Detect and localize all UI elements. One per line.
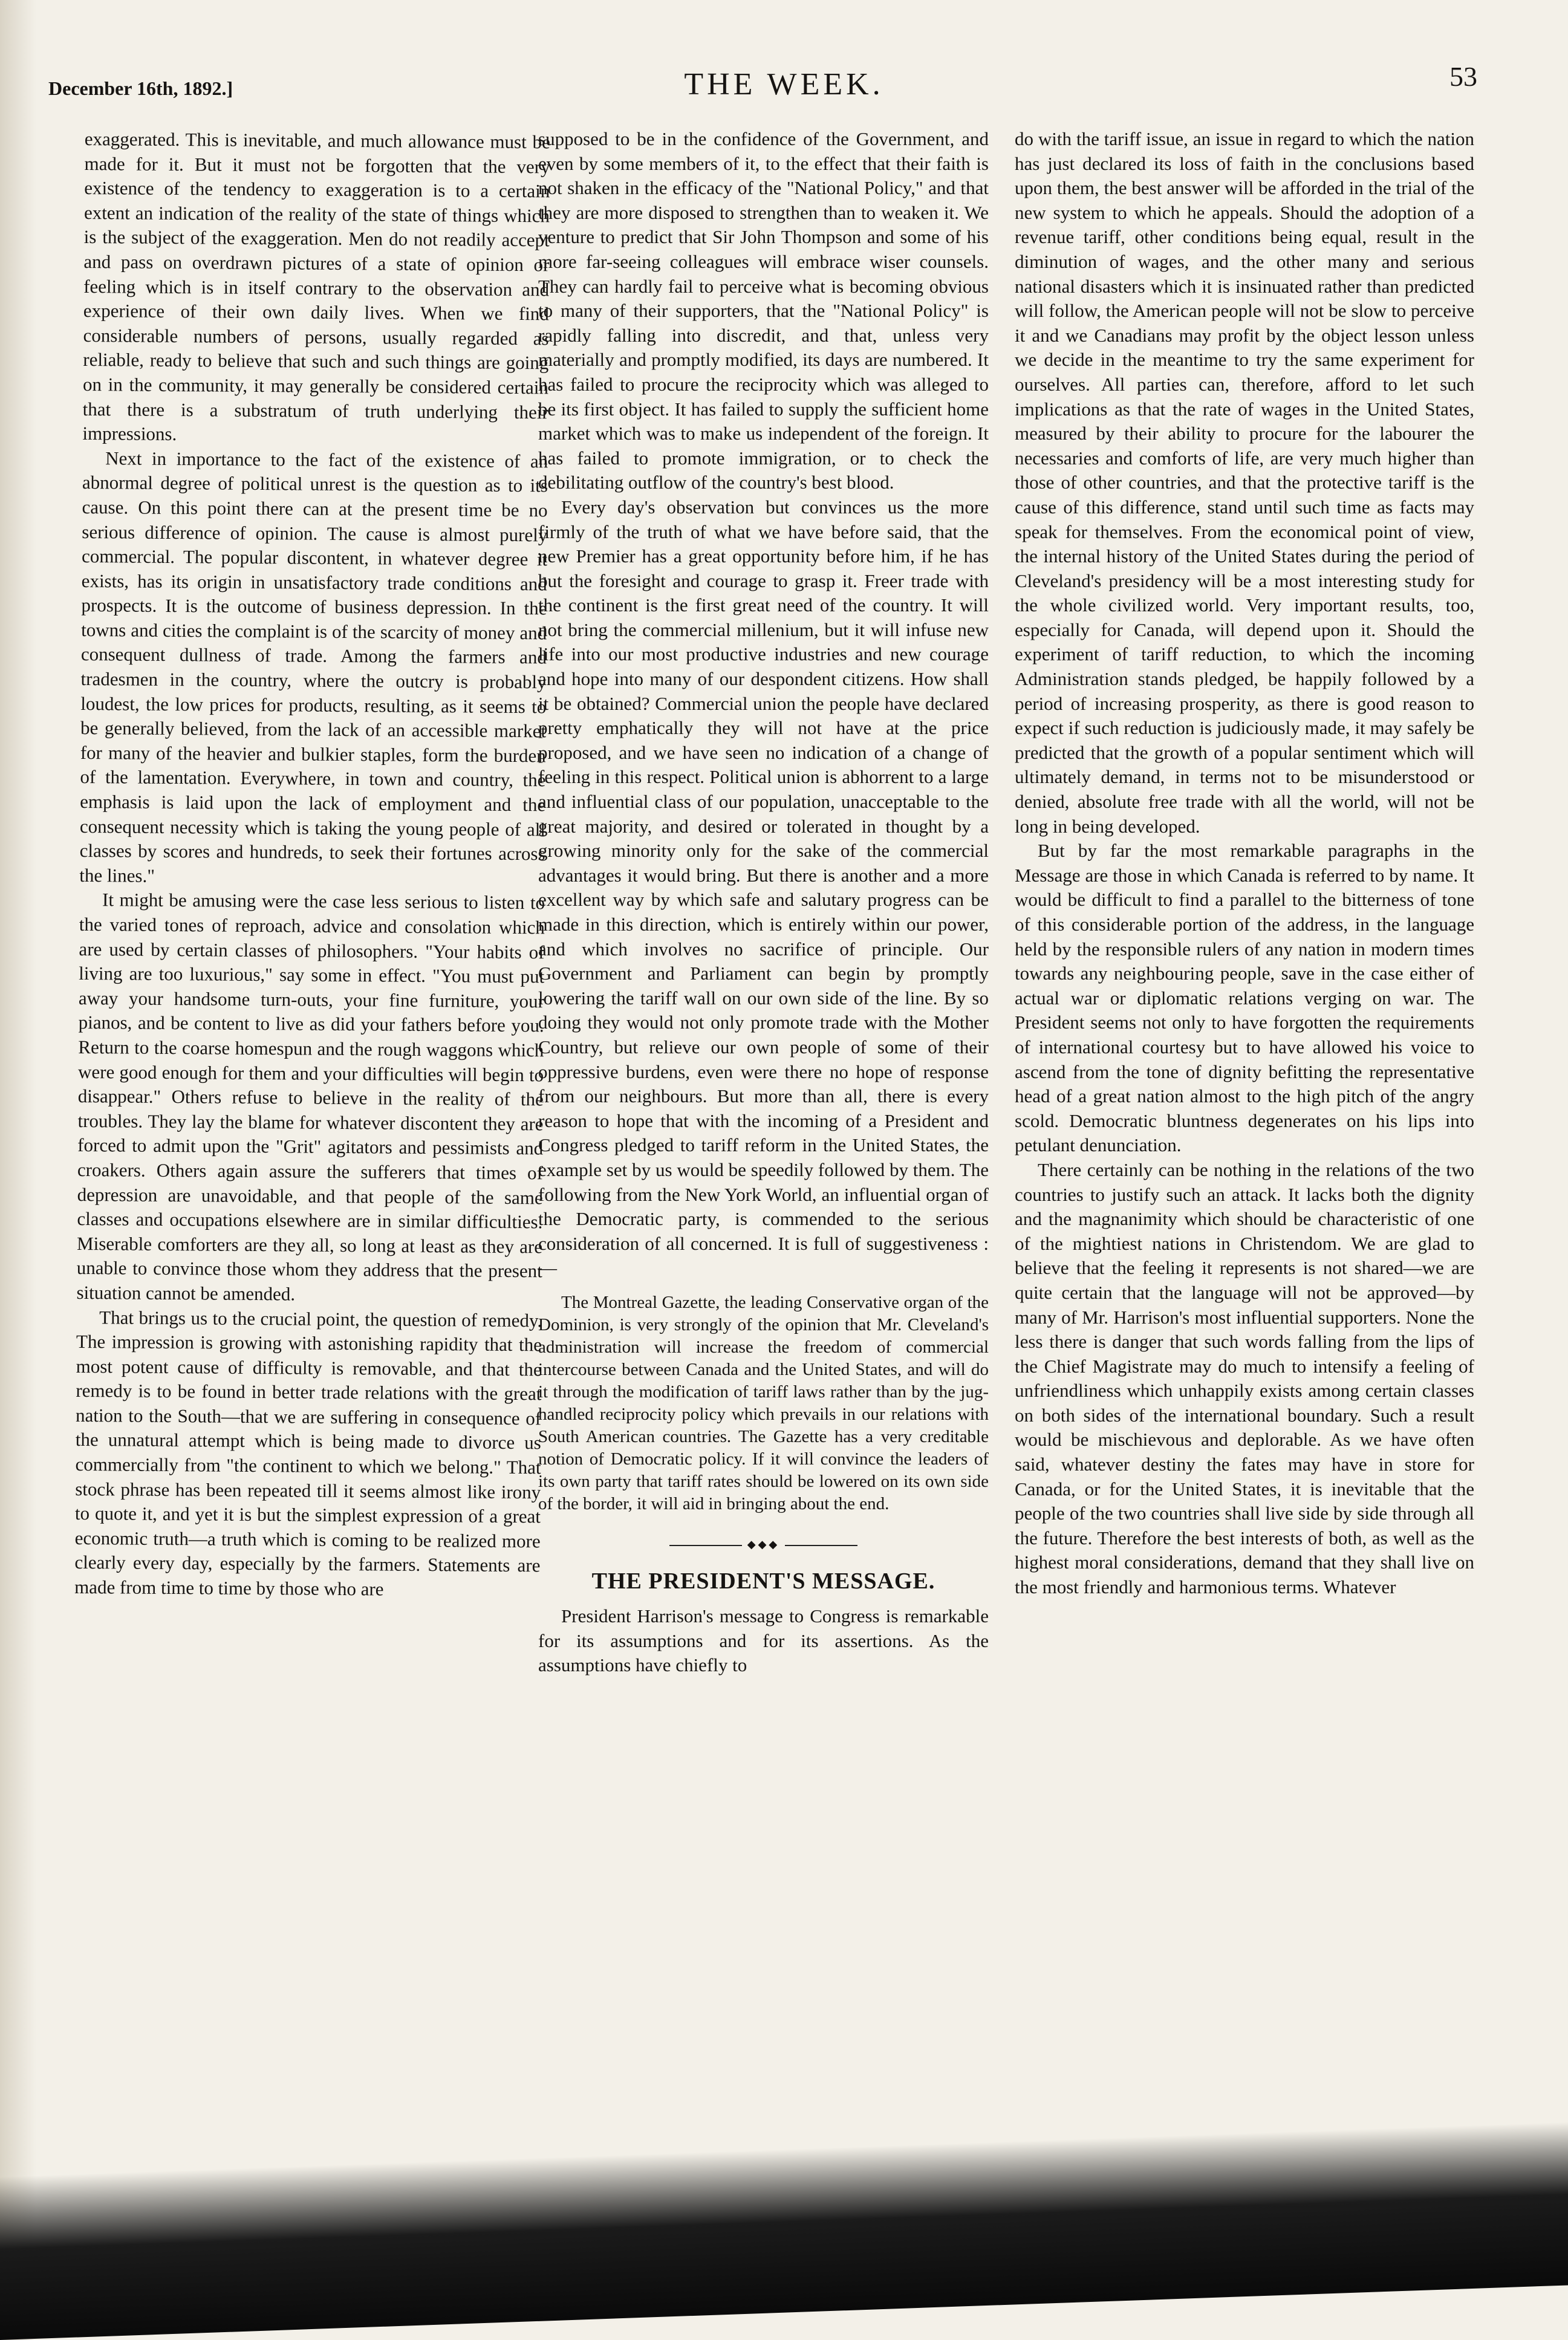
page-header	[0, 54, 1568, 109]
page-left-edge	[0, 0, 36, 2340]
column-3	[1015, 127, 1474, 1600]
column-2	[538, 127, 989, 1678]
paragraph: Next in importance to the fact of the existence of an abnormal degree of political unrest is the question as to its cause. On this point there can at the present time be no serious difference of opinion. The cause is almost purely commercial. The popular discontent, in whatever degree it exists, has its origin in unsatisfactory trade conditions and prospects. It is the outcome of business depression. In the towns and cities the complaint is of the scarcity of money and consequent dullness of trade. Among the farmers and tradesmen in the country, where the outcry is probably loudest, the low prices for products, resulting, as it seems to be generally believed, from the lack of an accessible market for many of the heavier and bulkier staples, form the burden of the lamentation. Everywhere, in town and country, the emphasis is laid upon the lack of employment and the consequent necessity which is taking the young people of all classes by scores and hundreds, to seek their fortunes across the lines."	[79, 447, 548, 886]
section-heading: THE PRESIDENT'S MESSAGE.	[591, 1568, 935, 1594]
scan-shadow	[0, 2122, 1568, 2340]
paragraph: It might be amusing were the case less serious to listen to the varied tones of reproach, advice and consolation which are used by certain classes of philosophers. "Your habits of living are too luxurious," say some in effect. "You must put away your handsome turn-outs, your fine furniture, your pianos, and be content to live as did your fathers before you. Return to the coarse homespun and the rough waggons which were good enough for them and your difficulties will begin to disappear." Others refuse to believe in the reality of the troubles. They lay the blame for whatever discontent they are forced to admit upon the "Grit" agitators and pessimists and croakers. Others again assure the sufferers that times of depression are unavoidable, and that people of the same classes and occupations elsewhere are in similar difficulties. Miserable comforters are they all, so long at least as they are unable to convince those whom they address that the present situation cannot be amended.	[76, 889, 545, 1305]
paragraph: Every day's observation but convinces us the more firmly of the truth of what we have before said, that the new Premier has a great opportunity before him, if he has but the foresight and courage to grasp it. Freer trade with the continent is the first great need of the country. It will not bring the commercial millenium, but it will infuse new life into our most productive industries and new courage and hope into many of our despondent citizens. How shall it be obtained? Commercial union the people have declared pretty emphatically they will not have at the price proposed, and we have seen no indication of a change of feeling in this respect. Political union is abhorrent to a large and influential class of our population, unacceptable to the great majority, and desired or tolerated in thought by a growing minority only for the sake of the commercial advantages it would bring. But there is another and a more excellent way by which safe and salutary progress can be made in this direction, which is entirely within our power, and which involves no sacrifice of principle. Our Government and Parliament can begin by promptly lowering the tariff wall on our own side of the line. By so doing they would not only promote trade with the Mother Country, but relieve our own people of some of their oppressive burdens, even were there no hope of response from our neighbours. But more than all, there is every reason to hope that with the incoming of a President and Congress pledged to tariff reform in the United States, the example set by us would be speedily followed by them. The following from the New York World, an influential organ of the Democratic party, is commended to the serious consideration of all concerned. It is full of suggestiveness :—	[538, 496, 989, 1279]
paragraph: supposed to be in the confidence of the Government, and even by some members of it, to the effect that their faith is not shaken in the efficacy of the "National Policy," and that they are more disposed to strengthen than to weaken it. We venture to predict that Sir John Thompson and some of his more far-seeing colleagues will embrace wiser counsels. They can hardly fail to perceive what is becoming obvious to many of their supporters, that the "National Policy" is rapidly falling into discredit, and that, unless very materially and promptly modified, its days are numbered. It has failed to procure the reciprocity which was alleged to be its first object. It has failed to supply the sufficient home market which was to make us independent of the foreign. It has failed to promote immigration, or to check the debilitating outflow of the country's best blood.	[538, 128, 989, 493]
page-number: 53	[1449, 61, 1477, 92]
paragraph: exaggerated. This is inevitable, and much allowance must be made for it. But it must not be forgotten that the very existence of the tendency to exaggeration is to a certain extent an indication of the reality of the state of things which is the subject of the exaggeration. Men do not readily accept and pass on overdrawn pictures of a state of opinion or feeling which is in itself contrary to the observation and experience of their own daily lives. When we find considerable numbers of persons, usually regarded as reliable, ready to believe that such and such things are going on in the community, it may generally be considered certain that there is a substratum of truth underlying their impressions.	[82, 128, 550, 445]
quoted-passage: The Montreal Gazette, the leading Conservative organ of the Dominion, is very strongly of the opinion that Mr. Cleveland's administration will increase the freedom of commercial intercourse between Canada and the United States, and will do it through the modification of tariff laws rather than by the jug-handled reciprocity policy which prevails in our relations with South American countries. The Gazette has a very creditable notion of Democratic policy. If it will convince the leaders of its own party that tariff rates should be lowered on its own side of the border, it will aid in bringing about the end.	[538, 1292, 989, 1513]
paragraph: That brings us to the crucial point, the question of remedy. The impression is growing with astonishing rapidity that the most potent cause of difficulty is removable, and that the remedy is to be found in better trade relations with the great nation to the South—that we are suffering in consequence of the unnatural attempt which is being made to divorce us commercially from "the continent to which we belong." That stock phrase has been repeated till it seems almost like irony to quote it, and yet it is but the simplest expression of a great economic truth—a truth which is coming to be realized more clearly every day, especially by the farmers. Statements are made from time to time by those who are	[74, 1306, 542, 1600]
paragraph: There certainly can be nothing in the relations of the two countries to justify such an attack. It lacks both the dignity and the magnanimity which should be characteristic of one of the mightiest nations in Christendom. We are glad to believe that the feeling it represents is not shared—we are quite certain that the language will not be approved—by many of Mr. Harrison's most influential supporters. None the less there is danger that such words falling from the lips of the Chief Magistrate may do much to intensify a feeling of unfriendliness which unhappily exists among certain classes on both sides of the international boundary. Such a result would be mischievous and deplorable. As we have often said, whatever destiny the fates may have in store for Canada, or for the United States, it is inevitable that the people of the two countries shall live side by side through all the future. Therefore the best interests of both, as well as the highest moral considerations, demand that they shall live on the most friendly and harmonious terms. Whatever	[1015, 1159, 1474, 1598]
issue-date: December 16th, 1892.]	[48, 77, 233, 99]
publication-title: THE WEEK.	[684, 67, 884, 102]
paragraph: President Harrison's message to Congress is remarkable for its assumptions and for its assertions. As the assumptions have chiefly to	[538, 1605, 989, 1676]
paragraph: do with the tariff issue, an issue in regard to which the nation has just declared its loss of faith in the conclusions based upon them, the best answer will be afforded in the trial of the new system to which he appeals. Should the adoption of a revenue tariff, other conditions being equal, result in the diminution of wages, and the other many and serious national disasters which it is insinuated rather than predicted will follow, the American people will not be slow to perceive it and we Canadians may profit by the object lesson unless we decide in the meantime to try the same experiment for ourselves. All parties can, therefore, afford to let such implications as that the rate of wages in the United States, measured by their ability to procure for the labourer the necessaries and comforts of life, are very much higher than those of other countries, and that the protective tariff is the cause of this difference, stand until such time as facts may speak for themselves. From the economical point of view, the internal history of the United States during the period of Cleveland's presidency will be a most interesting study for the whole civilized world. Very important results, too, especially for Canada, will depend upon it. Should the experiment of tariff reduction, to which the incoming Administration stands pledged, be happily followed by a period of increasing prosperity, as there is good reason to expect if such reduction is judiciously made, it may safely be predicted that the growth of a popular sentiment which will ultimately demand, in terms not to be misunderstood or denied, absolute free trade with all the world, will not be long in being developed.	[1015, 128, 1474, 837]
column-1	[74, 127, 550, 1603]
paragraph: But by far the most remarkable paragraphs in the Message are those in which Canada is referred to by name. It would be difficult to find a parallel to the bitterness of tone of this considerable portion of the address, in the language held by the responsible rulers of any nation in modern times towards any neighbouring people, save in the case either of actual war or diplomatic relations verging on war. The President seems not only to have forgotten the requirements of international courtesy but to have allowed his voice to ascend from the tone of dignity befitting the representative head of a great nation almost to the high pitch of the angry scold. Democratic bluntness degenerates on his lips into petulant denunciation.	[1015, 840, 1474, 1156]
section-divider: ◆◆◆	[538, 1532, 989, 1557]
